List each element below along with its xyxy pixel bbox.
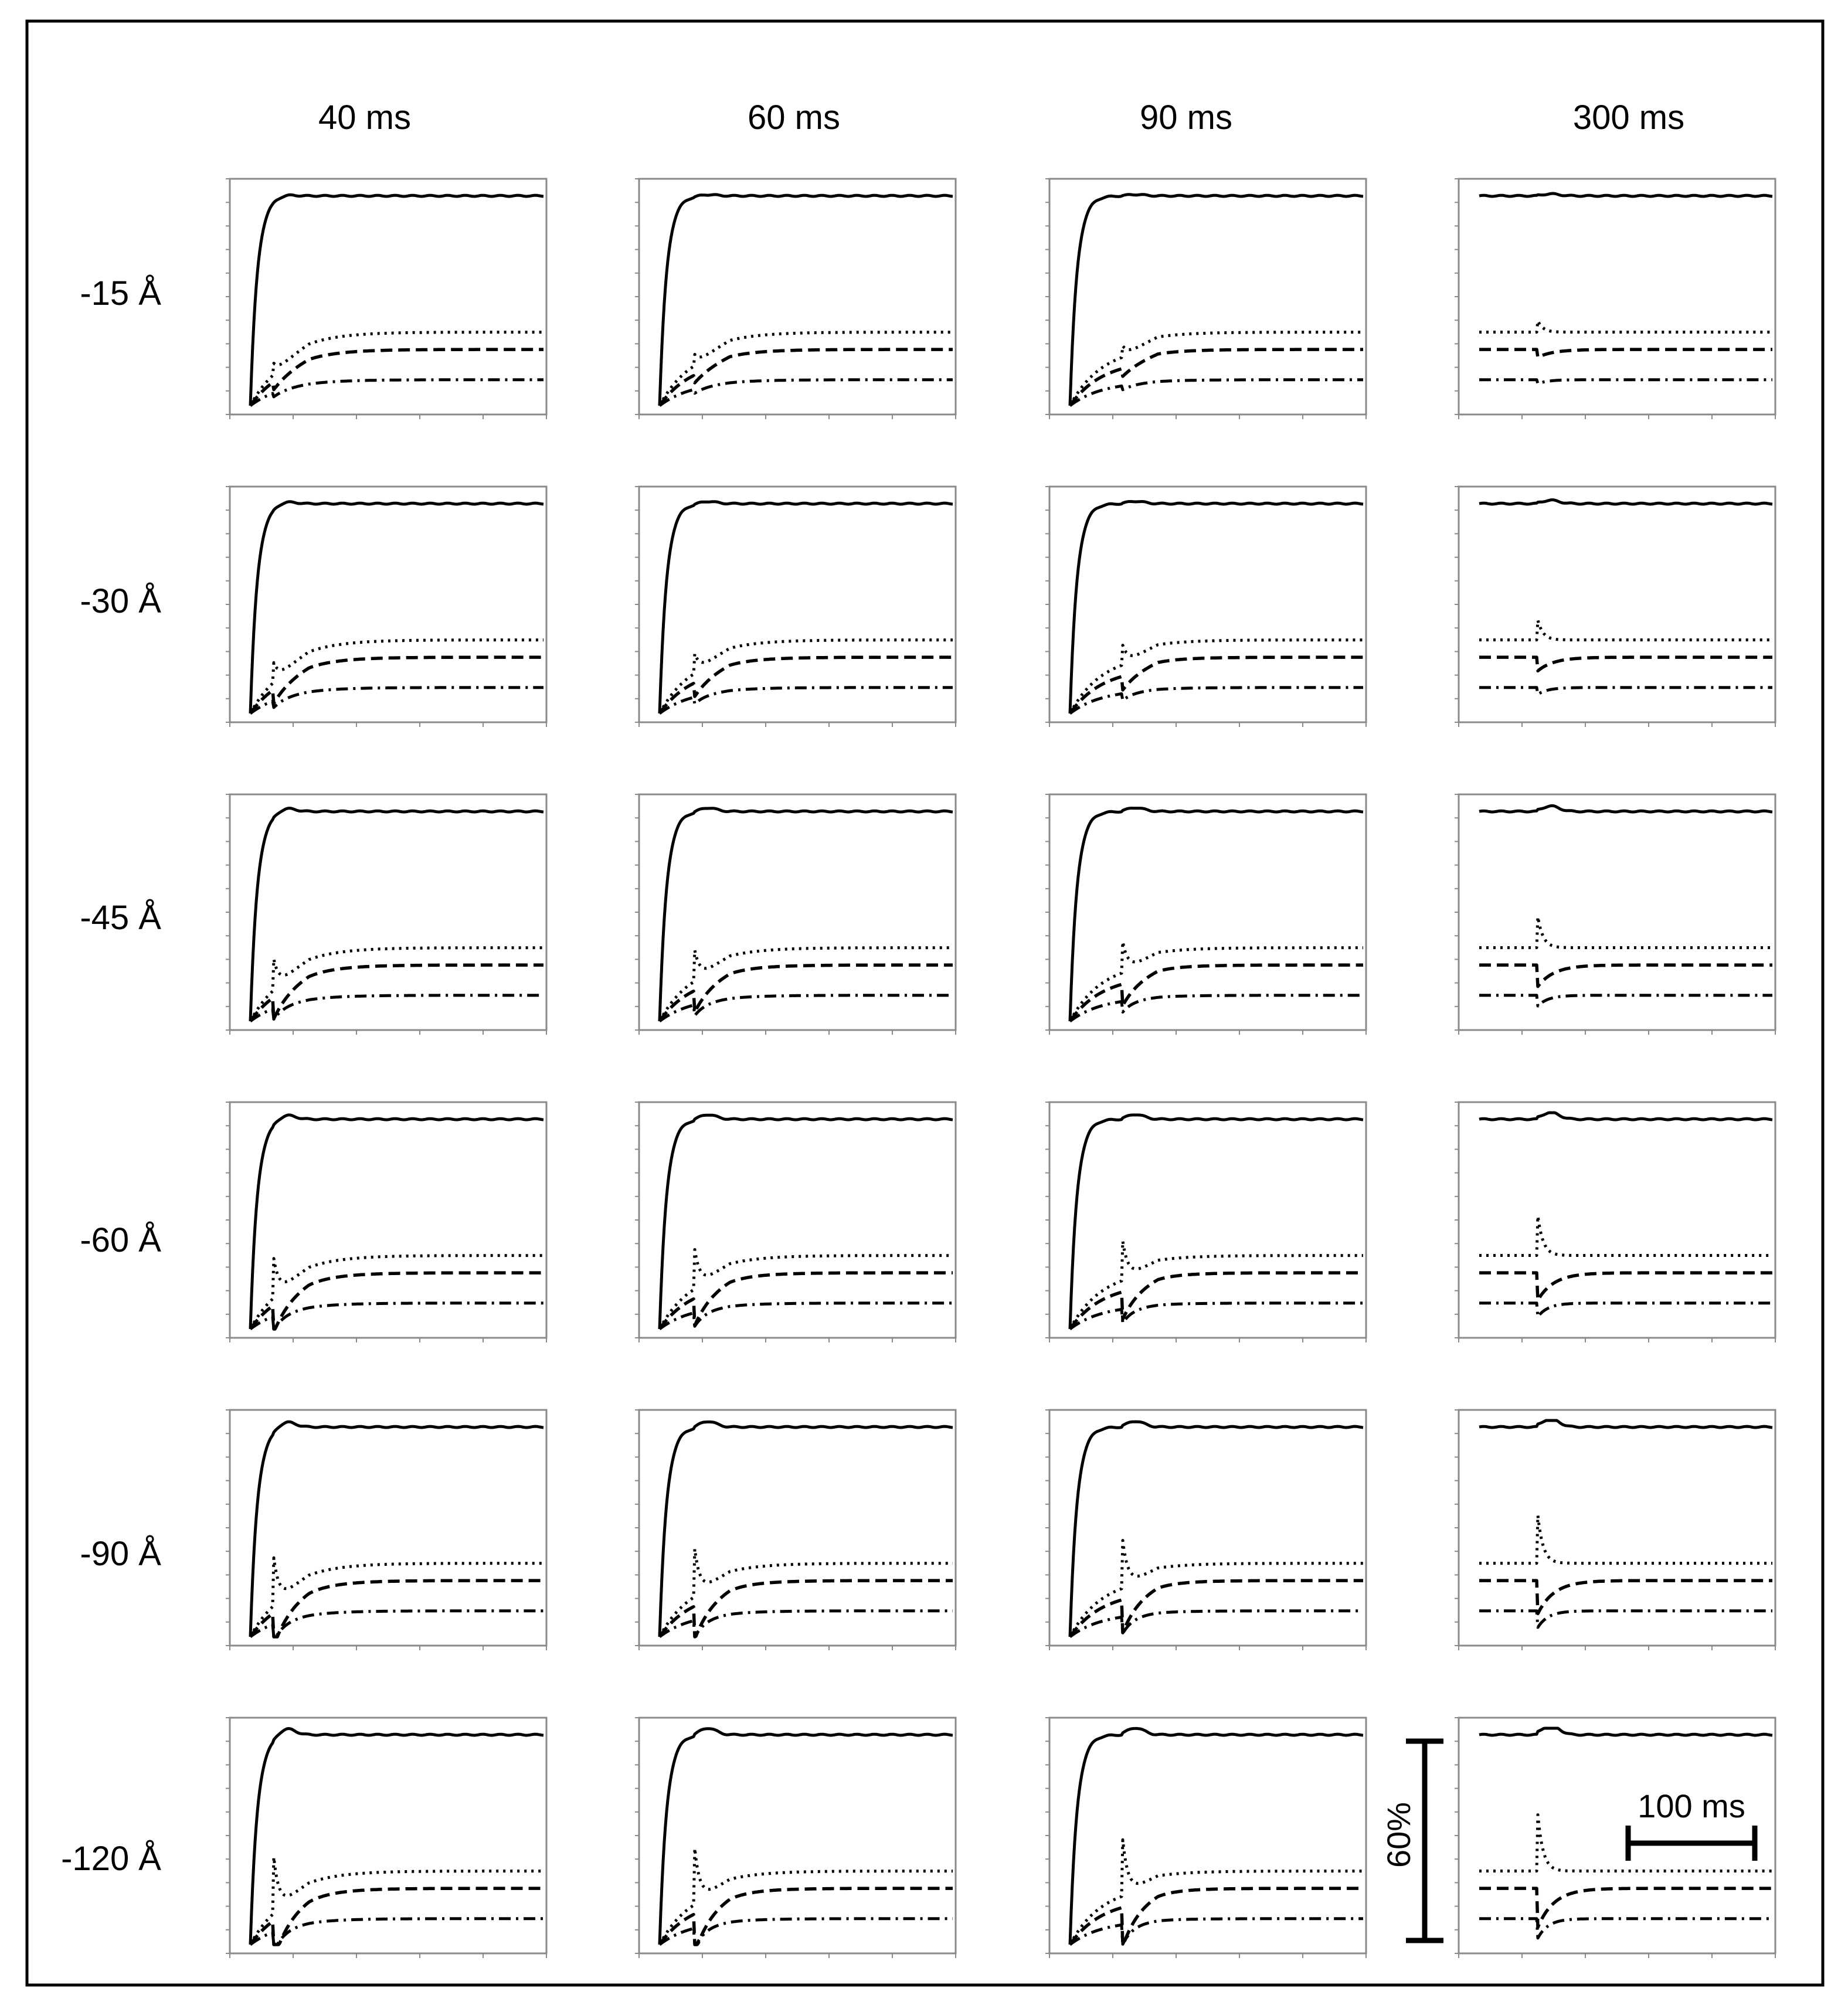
panel-r2-c0	[226, 794, 546, 1035]
panel-r0-c1	[635, 179, 956, 419]
panel-r0-c0	[226, 179, 546, 419]
panel-r4-c1	[635, 1410, 956, 1650]
panel-r1-c3	[1455, 487, 1775, 727]
horizontal-scale-label: 100 ms	[1638, 1787, 1745, 1824]
column-label-90ms: 90 ms	[1140, 98, 1232, 137]
panel-r0-c3	[1455, 179, 1775, 419]
panel-r3-c3	[1455, 1102, 1775, 1343]
row-label-30A: -30 Å	[80, 582, 161, 620]
column-label-60ms: 60 ms	[748, 98, 840, 137]
panel-r5-c3	[1455, 1718, 1775, 1958]
row-label-45A: -45 Å	[80, 899, 161, 937]
row-label-60A: -60 Å	[80, 1221, 161, 1259]
panel-r0-c2	[1045, 179, 1366, 419]
panel-r4-c2	[1045, 1410, 1366, 1650]
panel-frame	[230, 1102, 546, 1338]
panel-r4-c3	[1455, 1410, 1775, 1650]
panel-r5-c1	[635, 1718, 956, 1958]
panel-r2-c3	[1455, 794, 1775, 1035]
row-label-90A: -90 Å	[80, 1535, 161, 1573]
row-label-15A: -15 Å	[80, 274, 161, 312]
panel-r3-c0	[226, 1102, 546, 1343]
panel-r1-c1	[635, 487, 956, 727]
panel-r3-c2	[1045, 1102, 1366, 1343]
panel-r5-c0	[226, 1718, 546, 1958]
panel-frame	[230, 1718, 546, 1953]
panel-frame	[230, 1410, 546, 1646]
column-label-300ms: 300 ms	[1572, 98, 1685, 137]
panel-r1-c0	[226, 487, 546, 727]
panel-r4-c0	[226, 1410, 546, 1650]
panel-r2-c1	[635, 794, 956, 1035]
panel-r3-c1	[635, 1102, 956, 1343]
column-label-40ms: 40 ms	[318, 98, 411, 137]
panel-r1-c2	[1045, 487, 1366, 727]
vertical-scale-label: 60%	[1380, 1802, 1417, 1868]
panel-r2-c2	[1045, 794, 1366, 1035]
panel-r5-c2	[1045, 1718, 1366, 1958]
row-label-120A: -120 Å	[61, 1840, 161, 1878]
